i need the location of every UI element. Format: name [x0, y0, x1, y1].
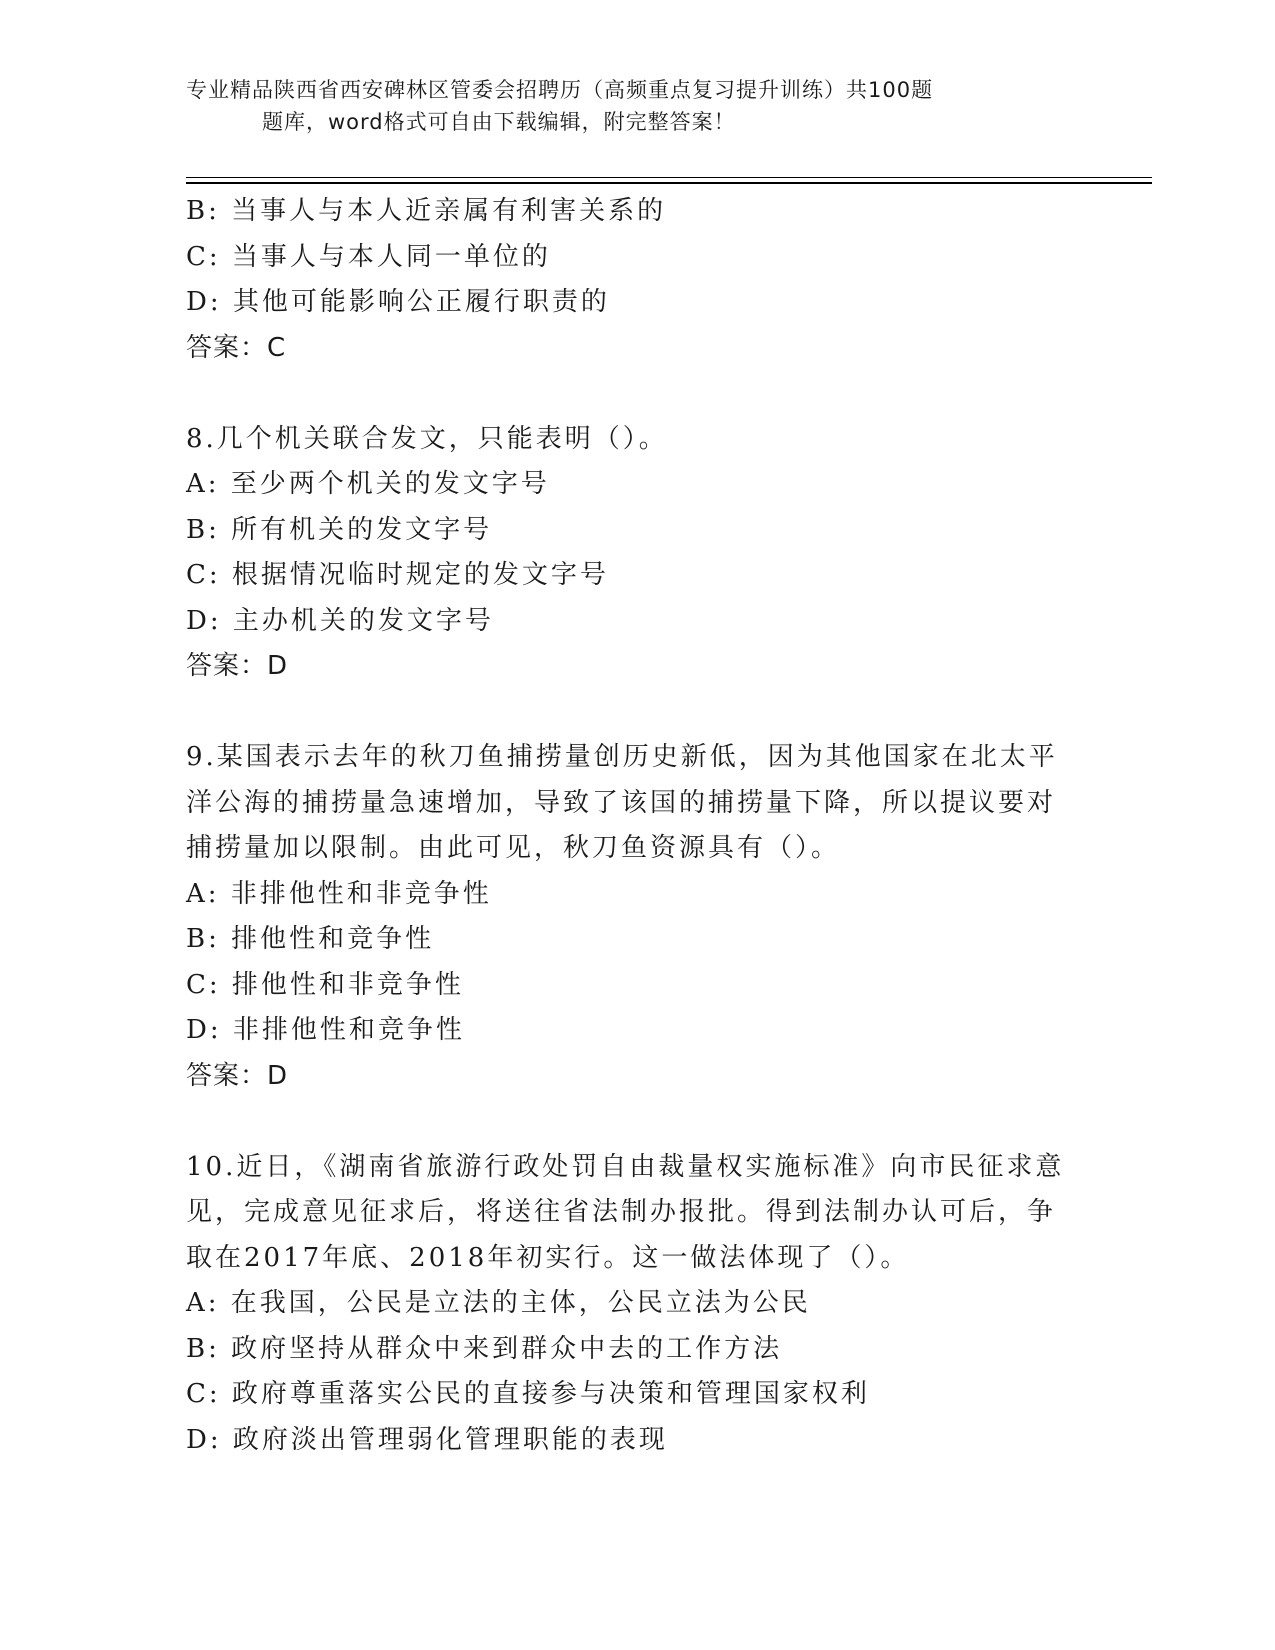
answer-line: 答案：D: [186, 651, 289, 681]
header-title-line-1: 专业精品陕西省西安碑林区管委会招聘历（高频重点复习提升训练）共100题: [186, 78, 934, 102]
option-c: C: 政府尊重落实公民的直接参与决策和管理国家权利: [186, 1379, 870, 1409]
option-d: D: 政府淡出管理弱化管理职能的表现: [186, 1424, 668, 1455]
question-stem: 8.几个机关联合发文，只能表明（）。: [186, 423, 668, 454]
spacer: [186, 371, 1086, 417]
option-c: C: 当事人与本人同一单位的: [186, 241, 551, 272]
header-rule-thin: [186, 177, 1152, 178]
option-d: D: 非排他性和竞争性: [186, 1015, 465, 1045]
question-7-continued: [186, 189, 1086, 371]
option-c: C: 排他性和非竞争性: [186, 969, 464, 1000]
question-stem-line-3: 捕捞量加以限制。由此可见，秋刀鱼资源具有（）。: [186, 833, 841, 863]
answer-line: 答案：C: [186, 332, 287, 363]
question-10: [186, 1145, 1086, 1464]
option-c: C: 根据情况临时规定的发文字号: [186, 560, 609, 590]
question-stem-line-1: 9.某国表示去年的秋刀鱼捕捞量创历史新低，因为其他国家在北太平: [186, 742, 1058, 772]
header-rule-thick: [186, 182, 1152, 184]
option-a: A: 在我国，公民是立法的主体，公民立法为公民: [186, 1288, 811, 1318]
option-b: B: 政府坚持从群众中来到群众中去的工作方法: [186, 1333, 783, 1364]
question-stem-line-1: 10.近日，《湖南省旅游行政处罚自由裁量权实施标准》向市民征求意: [186, 1151, 1065, 1182]
question-8: [186, 417, 1086, 690]
question-stem-line-2: 见，完成意见征求后，将送往省法制办报批。得到法制办认可后，争: [186, 1197, 1057, 1227]
spacer: [186, 1099, 1086, 1145]
option-a: A: 非排他性和非竞争性: [186, 878, 492, 909]
option-d: D: 其他可能影响公正履行职责的: [186, 287, 610, 317]
question-content: [186, 189, 1086, 1463]
question-stem-line-2: 洋公海的捕捞量急速增加，导致了该国的捕捞量下降，所以提议要对: [186, 787, 1057, 818]
question-stem-line-3: 取在2017年底、2018年初实行。这一做法体现了（）。: [186, 1242, 910, 1273]
question-9: [186, 735, 1086, 1099]
document-header: [186, 74, 1066, 138]
option-d: D: 主办机关的发文字号: [186, 605, 494, 636]
option-b: B: 所有机关的发文字号: [186, 514, 493, 545]
option-b: B: 当事人与本人近亲属有利害关系的: [186, 196, 667, 226]
option-a: A: 至少两个机关的发文字号: [186, 469, 550, 499]
answer-line: 答案：D: [186, 1060, 289, 1091]
spacer: [186, 690, 1086, 736]
header-title-line-2: 题库，word格式可自由下载编辑，附完整答案！: [262, 110, 736, 134]
option-b: B: 排他性和竞争性: [186, 924, 435, 954]
